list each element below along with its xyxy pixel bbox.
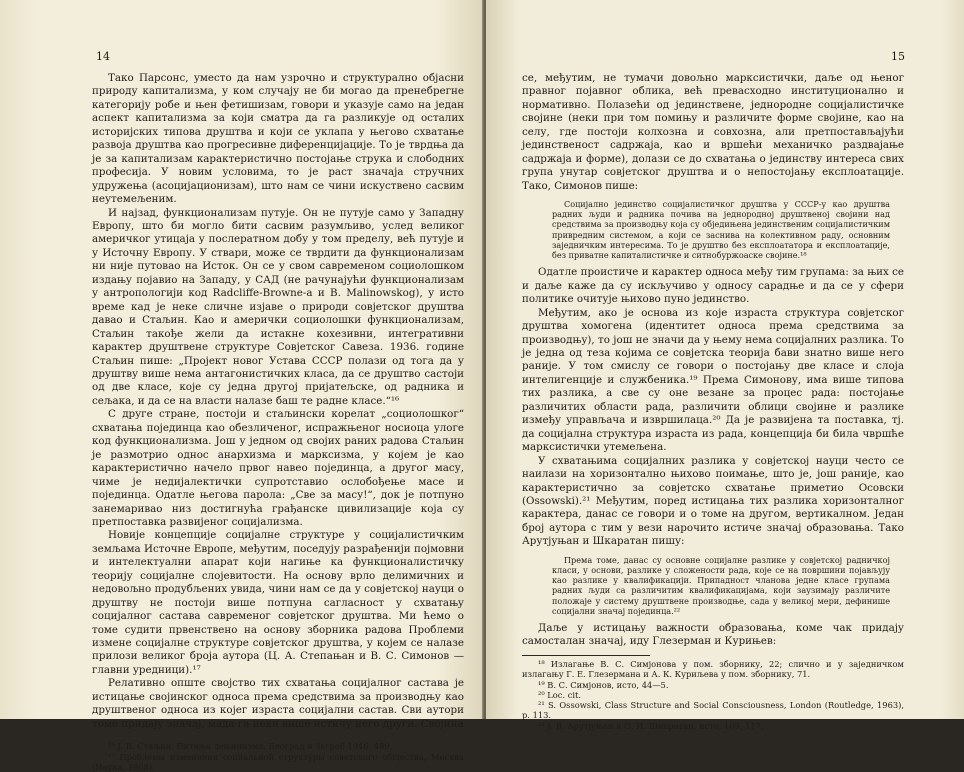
paragraph: Новије концепције социјалне структуре у социјалистичким земљама Источне Европе, међутим, поседују разрађенији појмовни и интелектуални апарат који нагиње ка функционалистичку теорију социјалне слојевитости. На основу врло делимичних и недовољно продубљених увида, чини нам се да у совјетској науци о друштву не постоји више потпуна сагласност у схватању социјалног састава савременог совјетског друштва. Ми ћемо о томе судити првенствено на основу зборника радова Проблеми измене социјалне структуре совјетског друштва, у којем се налазе прилози великог броја аутора (Ц. А. Степањан и В. С. Симонов — главни уредници).¹⁷	[92, 529, 464, 677]
paragraph: У схватањима социјалних разлика у совјетској науци често се наилази на хоризонтално њихово поимање, што је, још раније, као карактеристично за совјетско схватање приметио Осовски (Ossowski).²¹ Међутим, поред истицања тих разлика хоризонталног карактера, данас се говори и о томе на другом, вертикалном. Један број аутора с тим у вези нарочито истиче значај образовања. Тако Арутјуњан и Шкаратан пишу:	[522, 455, 904, 549]
block-quote	[552, 199, 890, 260]
right-page	[486, 0, 964, 719]
paragraph: Релативно опште својство тих схватања социјалног састава је истицање својинског односа према средствима за производњу као друштвеног односа из којег израста социјални састав. Сви аутори томе придају значај, мада га неки више истичу него други. Својина	[92, 677, 464, 731]
right-text-column	[522, 72, 904, 731]
footnote: ¹⁹ В. С. Симјонов, исто, 44—5.	[522, 680, 904, 690]
paragraph: Тако Парсонс, уместо да нам узрочно и структурално објасни природу капитализма, у ком случају не би могао да пренебрегне категорију робе и њен фетишизам, говори и указује само на један аспект капитализма за који сматра да га разликује од осталих историјских типова друштва и који се уклапа у његово схватање развоја друштва као прогресивне диференцијације. То је тврдња да је за капитализам карактеристично постојање струка и слободних професија. У новим условима, то је раст значаја стручних удружења (асоцијационизам), што нам се чини искуствено сасвим неутемељеним.	[92, 72, 464, 207]
footnote: ¹⁷ Проблемы изменения социальной структуры советского общества, Москва (Наука, 1968).	[92, 752, 464, 772]
paragraph: Међутим, ако је основа из које израста структура совјетског друштва хомогена (идентитет односа према средствима за производњу), то још не значи да у њему нема социјалних разлика. То је једна од теза којима се совјетска теорија бави знатно више него раније. У том смислу се говори о постојању две класе и слоја интелигенције и службеника.¹⁹ Према Симонову, има више типова тих разлика, а све су оне везане за процес рада: постојање различитих области рада, различити облици својине и разлике између управљача и извршилаца.²⁰ Да је развијена та поставка, тј. да социјална структура израста из рада, концепција би била чвршће марксистички утемељена.	[522, 307, 904, 455]
footnote-divider	[92, 737, 220, 738]
paragraph: Даље у истицању важности образовања, коме чак придају самосталан значај, иду Глезерман и Курињев:	[522, 622, 904, 649]
footnote: ²⁰ Loc. cit.	[522, 690, 904, 700]
paragraph: Одатле проистиче и карактер односа међу тим групама: за њих се и даље каже да су искључиво у односу сарадње и да се у сфери политике очитује њихово пуно јединство.	[522, 266, 904, 306]
paragraph: се, међутим, не тумачи довољно марксистички, даље од њеног правног појавног облика, већ превасходно институционално и нормативно. Полазећи од јединствене, једнородне социјалистичке својине (неки при том помињу и различите форме својине, као на селу, где постоји колхозна и совхозна, али претпостављајући јединственост садржаја, као и вршећи механичко раздвајање садржаја и форме), долази се до схватања о јединству интереса свих група унутар совјетског друштва и о непостојању експлоатације. Тако, Симонов пише:	[522, 72, 904, 193]
footnote: ¹⁶ Ј. В. Стаљин, Питања лењинизма, Београд и Загреб 1946, 489.	[92, 741, 464, 751]
quote-text: Социјално јединство социјалистичког друштва у СССР-у као друштва радних људи и радника почива на једнородној друштвеној својини над средствима за производњу која су обједињена јединственим социјалистичким привредним системом, а који се заснива на колективном раду, основним заједничким интересима. То је друштво без експлоататора и експлоатације, без приватне капиталистичке и ситнобуржоаске својине.¹⁸	[552, 199, 890, 260]
quote-text: Према томе, данас су основне социјалне разлике у совјетској радничкој класи, у основи, разлике у сложености рада, које се на површини појављују као разлике у квалификацији. Припадност чланова једне класе групама радних људи са различитим квалификацијама, који заузимају различите положаје у систему друштвене производње, сада у великој мери, дефинише социјални значај појединца.²²	[552, 555, 890, 616]
left-text-column	[92, 72, 464, 772]
footnote-divider	[522, 655, 650, 656]
page-number-left: 14	[96, 50, 110, 63]
footnote: ¹⁸ Излагање В. С. Симјонова у пом. зборнику, 22; слично и у заједничком излагању Г. Е. Глезермана и А. К. Куриљева у пом. зборнику, 71.	[522, 659, 904, 680]
paragraph: С друге стране, постоји и стаљински корелат „социолошког“ схватања појединца као обезличеног, испражњеног носиоца улоге код функционализма. Још у једном од својих раних радова Стаљин је размотрио однос анархизма и марксизма, у којем је као карактеристично начело првог навео појединца, а другог масу, чиме је недијалектички супротставио ослобођење масе и појединца. Одатле његова парола: „Све за масу!“, док је потпуно занемаривао низ достигнућа грађанске цивилизације која су претпоставка развијеног социјализма.	[92, 408, 464, 529]
block-quote	[552, 555, 890, 616]
footnote: ²¹ S. Ossowski, Class Structure and Social Consciousness, London (Routledge, 1963), p. 113.	[522, 700, 904, 721]
page-number-right: 15	[891, 50, 905, 63]
left-page	[0, 0, 484, 719]
paragraph: И најзад, функционализам путује. Он не путује само у Западну Европу, што би могло бити сасвим разумљиво, услед великог америчког утицаја у послератном добу у том пределу, већ путује и у Источну Европу. У ствари, може се тврдити да функционализам ни није путовао на Исток. Он се у свом савременом социолошком издању појавио на Западу, у САД (не рачунајући функционализам у антропологији код Radcliffe-Browne-а и B. Malinowskog), у исто време кад је неке сличне изјаве о природи совјетског друштва давао и Стаљин. Као и амерички социолошки функционализам, Стаљин такође жели да истакне кохезивни, интегративни карактер друштвене структуре Совјетског Савеза. 1936. године Стаљин пише: „Пројект новог Устава СССР полази од тога да у друштву више нема антагонистичких класа, да се друштво састоји од две класе, које су једна другој пријатељске, од радника и сељака, и да се на власти налазе баш те радне класе.“¹⁶	[92, 207, 464, 409]
footnote: ²² Ј. В. Арутјуњан и О. И. Шкаратан, исто, 105, 117.	[522, 721, 904, 731]
